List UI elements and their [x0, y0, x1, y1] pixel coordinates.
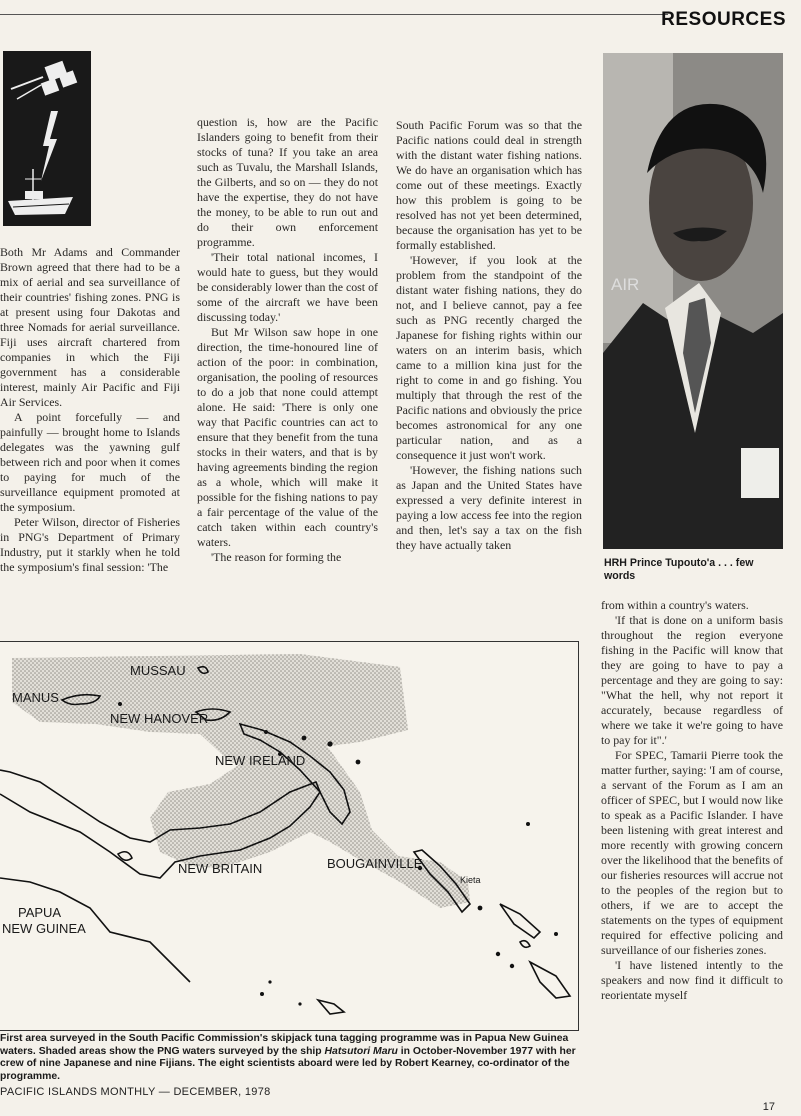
- photo-caption: HRH Prince Tupouto'a . . . few words: [604, 557, 754, 582]
- paragraph: Peter Wilson, director of Fisheries in PNG's Department of Primary Industry, put it starkly when he told the symposium's final session: 'The: [0, 515, 180, 574]
- map-caption: [0, 1033, 576, 1083]
- ship-name: Hatsutori Maru: [324, 1045, 398, 1057]
- paragraph: 'However, if you look at the problem from the standpoint of the distant water fishing nations, they do not, and I believe cannot, pay a fee such as PNG recently charged the Japanese for fishing rights within our waters on an interim basis, which came to a million kina just for the right to come in and go fishing. You multiply that through the rest of the Pacific nations and obviously the price becomes astronomical for any one particular nation, and as a consequence it just won't work.: [396, 253, 582, 462]
- article-column-2: [197, 115, 378, 565]
- map-label-manus: MANUS: [12, 690, 59, 705]
- section-label: RESOURCES: [661, 9, 786, 30]
- paragraph: question is, how are the Pacific Islanders going to benefit from their stocks of tuna? If you take an area such as Tuvalu, the Marshall Islands, the Gilberts, and so on — they do not have the expertise, they do not have the money, to be able to run out and do their own enforcement programme.: [197, 115, 378, 249]
- article-column-1: [0, 245, 180, 575]
- paragraph: Both Mr Adams and Commander Brown agreed that there had to be a mix of aerial and sea surveillance of their countries' fishing zones. PNG is at present using four Dakotas and three Nomads for aerial surveillance. Fiji uses aircraft chartered from companies in which the Fiji government has a considerable interest, mainly Air Pacific and Fiji Air Services.: [0, 245, 180, 409]
- article-column-4: [601, 598, 783, 1003]
- header-rule: [0, 14, 668, 15]
- page-number: 17: [762, 1101, 775, 1113]
- satellite-boat-icon: [3, 51, 91, 226]
- paragraph: A point forcefully — and painfully — brought home to Islands delegates was the yawning gulf between rich and poor when it comes to paying for much of the surveillance equipment promoted at the symposium.: [0, 410, 180, 514]
- map-label-new-britain: NEW BRITAIN: [178, 861, 263, 876]
- map-label-bougainville: BOUGAINVILLE: [327, 856, 423, 871]
- paragraph: For SPEC, Tamarii Pierre took the matter further, saying: 'I am of course, a servant of the Forum as I am an officer of SPEC, but I would now like to speak as a Pacific Islander. I have been listening with great interest and more recently with growing concern over the likelihood that the benefits of our fisheries resources will accrue not to the peoples of the region but to others, if we are to accept the statements on the types of equipment required for effective policing and surveillance of our fisheries zones.: [601, 748, 783, 957]
- publication-footer: PACIFIC ISLANDS MONTHLY — DECEMBER, 1978: [0, 1086, 271, 1098]
- png-map-graphic: [0, 642, 578, 1030]
- article-column-3: [396, 118, 582, 553]
- portrait-image: [603, 53, 783, 549]
- paragraph: 'I have listened intently to the speakers and now find it difficult to reorientate myself: [601, 958, 783, 1002]
- paragraph: 'Their total national incomes, I would hate to guess, but they would be considerably lower than the cost of some of the aircraft we have been discussing today.': [197, 250, 378, 324]
- section-logo: [3, 51, 91, 226]
- map-caption-text-end: in October-November 1977 with her crew of nine Japanese and nine Fijians. The eight scientists aboard were led by Robert Kearney, co-ordinator of the programme.: [0, 1045, 576, 1082]
- map-label-new-ireland: NEW IRELAND: [215, 753, 306, 768]
- paragraph: But Mr Wilson saw hope in one direction, the time-honoured line of action of the poor: in combination, organisation, the pooling of resources to do a job that none could attempt alone. He said: 'There is only one way that Pacific countries can act to ensure that they benefit from the tuna stocks in their waters, and that is by having agreements binding the region as a whole, which will make it possible for the fishing nations to pay a fair percentage of the value of the catch taken within each country's waters.: [197, 325, 378, 549]
- map-label-mussau: MUSSAU: [130, 663, 186, 678]
- map-label-papua: PAPUA: [18, 905, 62, 920]
- survey-map: [0, 641, 579, 1031]
- paragraph: 'If that is done on a uniform basis throughout the region everyone fishing in the Pacific will know that they are going to have to pay a percentage and they are going to say: "What the hell, why not report it accurately, because regardless of where we take it we're going to have to pay for it".': [601, 613, 783, 747]
- map-label-new-hanover: NEW HANOVER: [110, 711, 209, 726]
- map-label-new-guinea: NEW GUINEA: [2, 921, 86, 936]
- photo-badge-text: AIR: [611, 275, 640, 294]
- map-label-kieta: Kieta: [460, 875, 481, 885]
- map-caption-text: First area surveyed in the South Pacific Commission's skipjack tuna tagging programme was in Papua New Guinea waters. Shaded areas show the PNG waters surveyed by the ship: [0, 1033, 569, 1057]
- paragraph: from within a country's waters.: [601, 598, 749, 612]
- portrait-photo: [603, 53, 783, 549]
- paragraph: South Pacific Forum was so that the Pacific nations could deal in strength with the distant water fishing nations. We do have an organisation which has come out of these meetings. Exactly how this problem is going to be resolved has not yet been determined, because the organisation has yet to be formally established.: [396, 118, 582, 252]
- paragraph: 'The reason for forming the: [211, 550, 342, 564]
- paragraph: 'However, the fishing nations such as Japan and the United States have expressed a very definite interest in paying a low access fee into the region and then, let's say a tax on the fish they have actually taken: [396, 463, 582, 552]
